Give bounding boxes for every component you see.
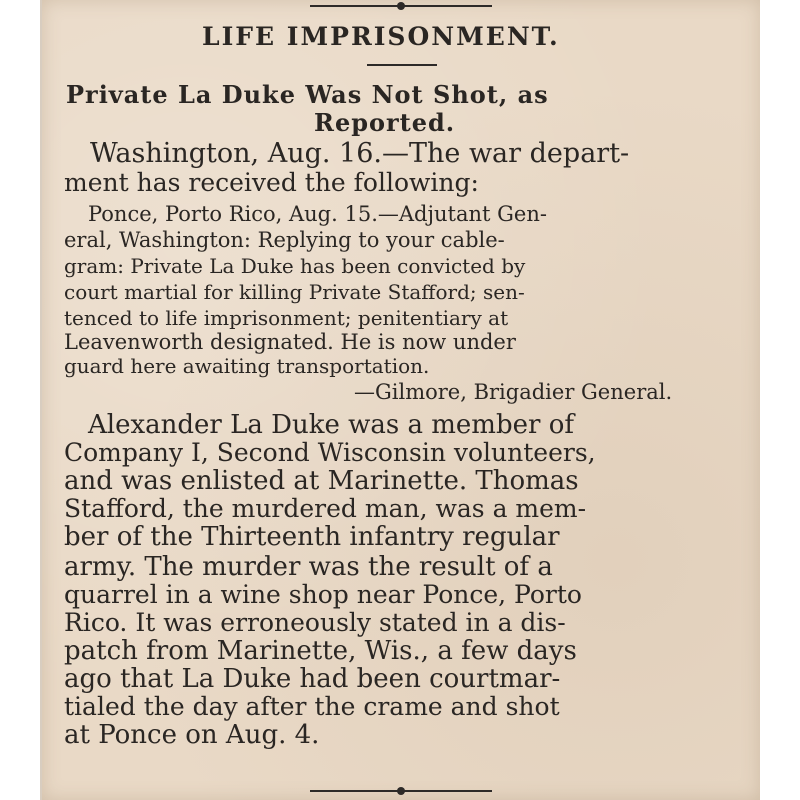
body-line-5: ber of the Thirteenth infantry regular bbox=[64, 522, 560, 552]
telegram-line-4: court martial for killing Private Stafford; sen- bbox=[64, 280, 525, 304]
telegram-line-7: guard here awaiting transportation. bbox=[64, 354, 430, 378]
telegram-line-1: Ponce, Porto Rico, Aug. 15.—Adjutant Gen- bbox=[88, 202, 547, 226]
telegram-line-3: gram: Private La Duke has been convicted by bbox=[64, 254, 526, 278]
body-line-12: at Ponce on Aug. 4. bbox=[64, 720, 320, 750]
headline-rule bbox=[367, 64, 437, 66]
lead-line-2: ment has received the following: bbox=[64, 168, 479, 197]
telegram-line-5: tenced to life imprisonment; penitentiary at bbox=[64, 306, 509, 330]
body-line-4: Stafford, the murdered man, was a mem- bbox=[64, 494, 587, 523]
body-line-1: Alexander La Duke was a member of bbox=[88, 410, 574, 440]
lead-line-1: Washington, Aug. 16.—The war depart- bbox=[90, 138, 630, 169]
telegram-signature: —Gilmore, Brigadier General. bbox=[354, 380, 673, 404]
telegram-line-6: Leavenworth designated. He is now under bbox=[64, 330, 516, 354]
bottom-rule-ornament bbox=[397, 787, 405, 795]
newspaper-clipping bbox=[42, 0, 760, 800]
body-line-9: patch from Marinette, Wis., a few days bbox=[64, 636, 577, 666]
body-line-10: ago that La Duke had been courtmar- bbox=[64, 664, 561, 694]
telegram-line-2: eral, Washington: Replying to your cable- bbox=[64, 228, 505, 252]
body-line-11: tialed the day after the crame and shot bbox=[64, 692, 560, 721]
body-line-8: Rico. It was erroneously stated in a dis- bbox=[64, 608, 566, 637]
body-line-3: and was enlisted at Marinette. Thomas bbox=[64, 466, 579, 496]
subheadline-line-1: Private La Duke Was Not Shot, as bbox=[66, 80, 549, 109]
body-line-6: army. The murder was the result of a bbox=[64, 552, 553, 582]
body-line-7: quarrel in a wine shop near Ponce, Porto bbox=[64, 580, 582, 609]
body-line-2: Company I, Second Wisconsin volunteers, bbox=[64, 438, 596, 467]
headline: LIFE IMPRISONMENT. bbox=[202, 22, 560, 51]
subheadline-line-2: Reported. bbox=[314, 108, 456, 137]
top-rule-ornament bbox=[397, 2, 405, 10]
